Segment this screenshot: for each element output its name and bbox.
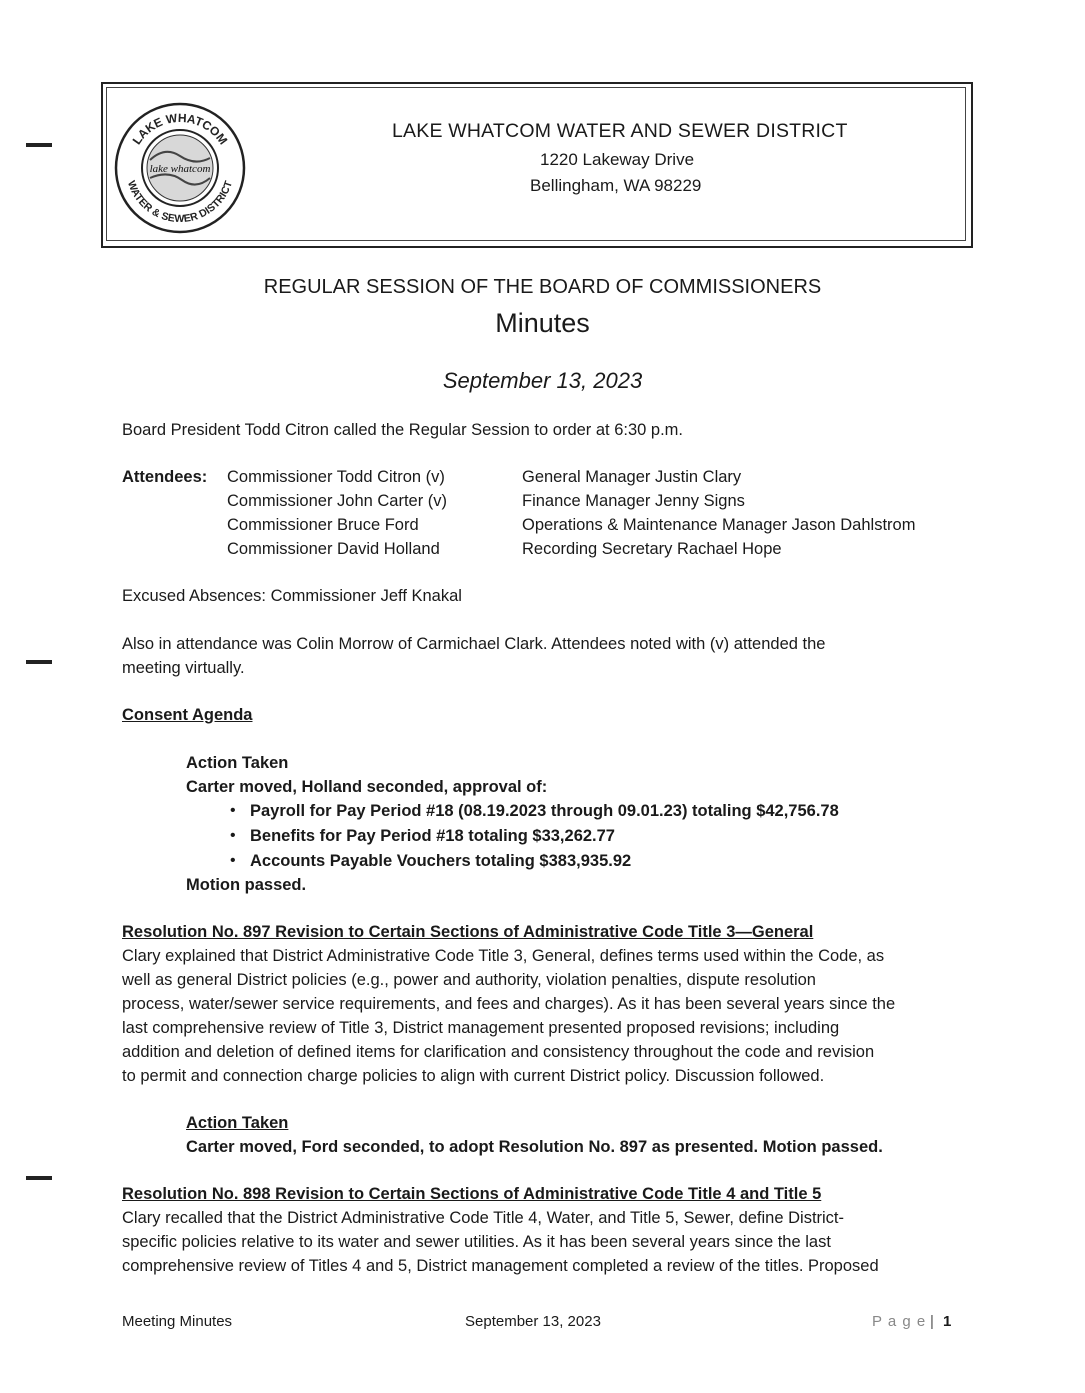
res897-action: Carter moved, Ford seconded, to adopt Resolution No. 897 as presented. Motion passed. bbox=[186, 1138, 883, 1156]
consent-item: Accounts Payable Vouchers totaling $383,935.92 bbox=[250, 852, 632, 870]
attendee-left: Commissioner Bruce Ford bbox=[227, 516, 419, 534]
excused-absences: Excused Absences: Commissioner Jeff Knakal bbox=[122, 587, 462, 605]
consent-item: Payroll for Pay Period #18 (08.19.2023 through 09.01.23) totaling $42,756.78 bbox=[250, 802, 839, 820]
meeting-date: September 13, 2023 bbox=[442, 368, 643, 393]
res897-line: well as general District policies (e.g., power and authority, violation penalties, dispute resolution bbox=[122, 971, 816, 989]
attendee-right: Finance Manager Jenny Signs bbox=[522, 492, 745, 510]
consent-action-label: Action Taken bbox=[186, 754, 289, 772]
org-name: LAKE WHATCOM WATER AND SEWER DISTRICT bbox=[392, 120, 848, 142]
footer-date: September 13, 2023 bbox=[465, 1313, 601, 1330]
res897-line: Clary explained that District Administrative Code Title 3, General, defines terms used within the Code, as bbox=[122, 947, 885, 965]
footer-left: Meeting Minutes bbox=[122, 1313, 233, 1330]
attendees-label: Attendees: bbox=[122, 468, 208, 486]
bullet-icon: • bbox=[230, 852, 236, 869]
logo-arc-bottom: WATER & SEWER DISTRICT bbox=[124, 179, 236, 226]
district-seal-logo bbox=[110, 98, 248, 236]
attendee-right: Operations & Maintenance Manager Jason Dahlstrom bbox=[522, 516, 916, 534]
scan-mark bbox=[26, 143, 52, 147]
consent-result: Motion passed. bbox=[186, 876, 307, 894]
res897-line: to permit and connection charge policies to align with current District policy. Discussion followed. bbox=[122, 1067, 825, 1085]
footer-page-label: P a g e bbox=[872, 1313, 927, 1330]
also-attendance-line: meeting virtually. bbox=[122, 659, 245, 677]
attendee-left: Commissioner John Carter (v) bbox=[227, 492, 448, 510]
res898-line: Clary recalled that the District Administrative Code Title 4, Water, and Title 5, Sewer, define District- bbox=[122, 1209, 845, 1227]
attendee-right: Recording Secretary Rachael Hope bbox=[522, 540, 782, 558]
minutes-title: Minutes bbox=[495, 308, 590, 338]
res898-heading: Resolution No. 898 Revision to Certain Sections of Administrative Code Title 4 and Title 5 bbox=[122, 1185, 822, 1203]
res897-line: last comprehensive review of Title 3, District management presented proposed revisions; including bbox=[122, 1019, 840, 1037]
res897-action-label: Action Taken bbox=[186, 1114, 289, 1132]
logo-center-text: lake whatcom bbox=[149, 163, 211, 175]
res897-heading: Resolution No. 897 Revision to Certain Sections of Administrative Code Title 3—General bbox=[122, 923, 814, 941]
org-city: Bellingham, WA 98229 bbox=[530, 176, 702, 195]
scan-mark bbox=[26, 660, 52, 664]
bullet-icon: • bbox=[230, 802, 236, 819]
bullet-icon: • bbox=[230, 827, 236, 844]
also-attendance-line: Also in attendance was Colin Morrow of Carmichael Clark. Attendees noted with (v) attended the bbox=[122, 635, 826, 653]
attendee-left: Commissioner Todd Citron (v) bbox=[227, 468, 445, 486]
footer-divider: | bbox=[930, 1313, 934, 1330]
logo-arc-top: LAKE WHATCOM bbox=[129, 110, 231, 148]
res897-line: addition and deletion of defined items for clarification and consistency throughout the code and revision bbox=[122, 1043, 875, 1061]
attendee-left: Commissioner David Holland bbox=[227, 540, 440, 558]
session-title: REGULAR SESSION OF THE BOARD OF COMMISSIONERS bbox=[263, 276, 822, 298]
call-to-order: Board President Todd Citron called the Regular Session to order at 6:30 p.m. bbox=[122, 421, 684, 439]
consent-agenda-heading: Consent Agenda bbox=[122, 706, 253, 724]
footer-page-number: 1 bbox=[943, 1313, 952, 1330]
res897-line: process, water/sewer service requirements, and fees and charges). As it has been several years since the bbox=[122, 995, 896, 1013]
consent-item: Benefits for Pay Period #18 totaling $33,262.77 bbox=[250, 827, 615, 845]
consent-motion: Carter moved, Holland seconded, approval of: bbox=[186, 778, 548, 796]
scan-mark bbox=[26, 1176, 52, 1180]
org-address: 1220 Lakeway Drive bbox=[540, 150, 695, 169]
attendee-right: General Manager Justin Clary bbox=[522, 468, 742, 486]
res898-line: specific policies relative to its water and sewer utilities. As it has been several years since the last bbox=[122, 1233, 831, 1251]
res898-line: comprehensive review of Titles 4 and 5, District management completed a review of the titles. Proposed bbox=[122, 1257, 879, 1275]
